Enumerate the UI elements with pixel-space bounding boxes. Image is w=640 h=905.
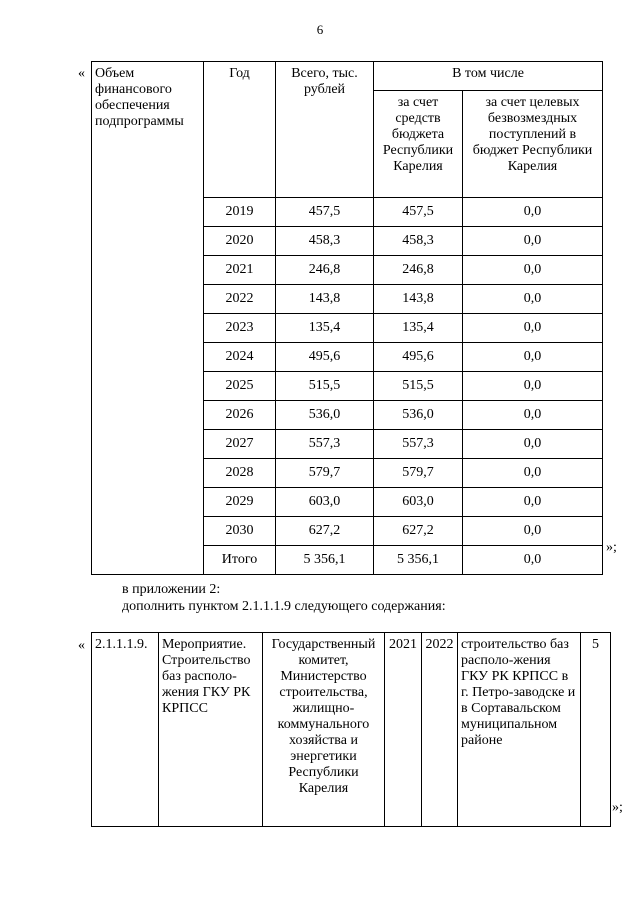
cell-year: 2028 [204, 459, 276, 488]
event-executor: Государственный комитет, Министерство строительства, жилищно-коммунального хозяйства и энергетики Республики Карелия [263, 633, 385, 827]
cell-gratuitous: 0,0 [463, 314, 603, 343]
header-budget: за счет средств бюджета Республики Карелия [374, 91, 463, 198]
cell-gratuitous: 0,0 [463, 517, 603, 546]
cell-gratuitous: 0,0 [463, 227, 603, 256]
cell-total: 143,8 [276, 285, 374, 314]
header-year: Год [204, 62, 276, 198]
cell-budget: 515,5 [374, 372, 463, 401]
event-result: строительство баз располо-жения ГКУ РК КРПСС в г. Петро-заводске и в Сортавальском муниципальном районе [458, 633, 581, 827]
cell-gratuitous: 0,0 [463, 546, 603, 575]
cell-total: 627,2 [276, 517, 374, 546]
cell-budget: 495,6 [374, 343, 463, 372]
cell-year: 2022 [204, 285, 276, 314]
cell-gratuitous: 0,0 [463, 198, 603, 227]
cell-year: 2023 [204, 314, 276, 343]
financing-table [91, 61, 603, 575]
cell-year: 2024 [204, 343, 276, 372]
cell-total: 603,0 [276, 488, 374, 517]
closing-quote-2: »; [612, 800, 623, 815]
cell-year: 2019 [204, 198, 276, 227]
cell-total: 495,6 [276, 343, 374, 372]
event-number: 2.1.1.1.9. [92, 633, 159, 827]
cell-gratuitous: 0,0 [463, 285, 603, 314]
cell-total: 457,5 [276, 198, 374, 227]
event-description: Мероприятие. Строительство баз располо-жения ГКУ РК КРПСС [159, 633, 263, 827]
cell-budget: 536,0 [374, 401, 463, 430]
cell-budget: 246,8 [374, 256, 463, 285]
cell-total: 515,5 [276, 372, 374, 401]
closing-quote-1: »; [606, 540, 617, 555]
cell-year: 2030 [204, 517, 276, 546]
cell-year: 2020 [204, 227, 276, 256]
opening-quote-2: « [78, 638, 85, 653]
opening-quote: « [78, 66, 85, 81]
header-including: В том числе [374, 62, 603, 91]
add-item-text: дополнить пунктом 2.1.1.1.9 следующего содержания: [122, 599, 446, 614]
cell-gratuitous: 0,0 [463, 430, 603, 459]
cell-budget: 5 356,1 [374, 546, 463, 575]
cell-total: 579,7 [276, 459, 374, 488]
cell-budget: 135,4 [374, 314, 463, 343]
cell-year: Итого [204, 546, 276, 575]
financing-label: Объем финансового обеспечения подпрограммы [92, 62, 204, 575]
cell-budget: 627,2 [374, 517, 463, 546]
cell-budget: 143,8 [374, 285, 463, 314]
cell-total: 458,3 [276, 227, 374, 256]
cell-year: 2029 [204, 488, 276, 517]
cell-year: 2027 [204, 430, 276, 459]
cell-budget: 457,5 [374, 198, 463, 227]
page-number: 6 [316, 22, 324, 37]
event-end-year: 2022 [422, 633, 458, 827]
appendix-text: в приложении 2: [122, 582, 221, 597]
cell-total: 557,3 [276, 430, 374, 459]
event-indicator: 5 [581, 633, 611, 827]
header-gratuitous: за счет целевых безвозмездных поступлений в бюджет Республики Карелия [463, 91, 603, 198]
cell-budget: 557,3 [374, 430, 463, 459]
cell-total: 135,4 [276, 314, 374, 343]
cell-gratuitous: 0,0 [463, 401, 603, 430]
cell-gratuitous: 0,0 [463, 256, 603, 285]
cell-gratuitous: 0,0 [463, 459, 603, 488]
cell-gratuitous: 0,0 [463, 372, 603, 401]
cell-gratuitous: 0,0 [463, 343, 603, 372]
cell-gratuitous: 0,0 [463, 488, 603, 517]
header-total: Всего, тыс. рублей [276, 62, 374, 198]
cell-year: 2021 [204, 256, 276, 285]
cell-budget: 603,0 [374, 488, 463, 517]
cell-year: 2025 [204, 372, 276, 401]
event-table [91, 632, 611, 827]
event-start-year: 2021 [385, 633, 422, 827]
cell-total: 536,0 [276, 401, 374, 430]
cell-year: 2026 [204, 401, 276, 430]
cell-budget: 579,7 [374, 459, 463, 488]
cell-total: 246,8 [276, 256, 374, 285]
cell-budget: 458,3 [374, 227, 463, 256]
cell-total: 5 356,1 [276, 546, 374, 575]
